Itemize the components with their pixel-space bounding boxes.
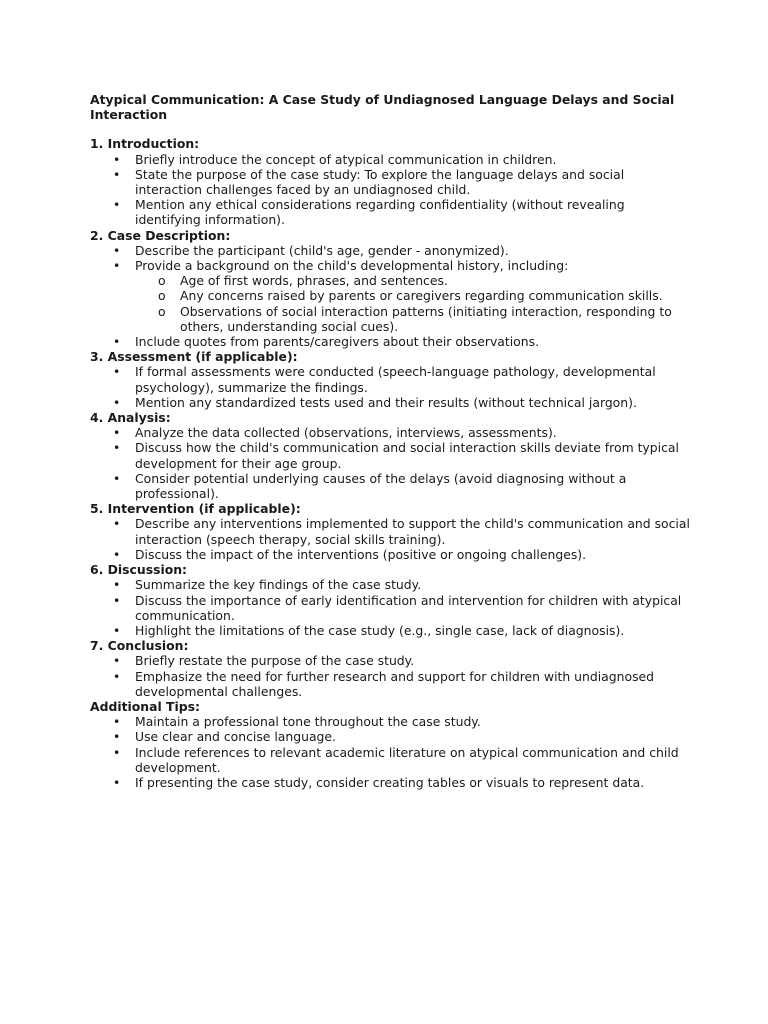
- bullet-icon: •: [113, 242, 121, 258]
- sub-bullet-icon: o: [158, 288, 166, 304]
- sub-list-item: [135, 273, 690, 288]
- list-item: [90, 745, 690, 775]
- section-heading: 4. Analysis:: [90, 410, 171, 426]
- list-item-text: Provide a background on the child's developmental history, including:: [135, 258, 569, 274]
- bullet-icon: •: [113, 258, 121, 274]
- document-body: [90, 92, 690, 790]
- list-item-text: Include references to relevant academic literature on atypical communication and child development.: [135, 744, 679, 775]
- list-item: [90, 197, 690, 227]
- bullet-icon: •: [113, 653, 121, 669]
- section-heading: 6. Discussion:: [90, 562, 188, 578]
- bullet-icon: •: [113, 546, 121, 562]
- sub-list-item-text: Observations of social interaction patterns (initiating interaction, responding to others, understanding social cues).: [180, 303, 672, 334]
- list-item-text: Discuss how the child's communication and social interaction skills deviate from typical development for their age group.: [135, 440, 679, 471]
- list-item-text: Mention any ethical considerations regarding confidentiality (without revealing identifying information).: [135, 197, 625, 228]
- bullet-list: [90, 516, 690, 562]
- list-item-text: Mention any standardized tests used and their results (without technical jargon).: [135, 394, 637, 410]
- section-heading: 3. Assessment (if applicable):: [90, 349, 298, 365]
- list-item: [90, 167, 690, 197]
- bullet-icon: •: [113, 440, 121, 456]
- bullet-icon: •: [113, 774, 121, 790]
- list-item: [90, 364, 690, 394]
- bullet-icon: •: [113, 729, 121, 745]
- list-item: [90, 425, 690, 440]
- list-item: [90, 729, 690, 744]
- list-item: [90, 669, 690, 699]
- bullet-icon: •: [113, 197, 121, 213]
- list-item-text: Describe any interventions implemented to support the child's communication and social interaction (speech therapy, social skills training).: [135, 516, 690, 547]
- bullet-list: [90, 577, 690, 638]
- list-item-text: Analyze the data collected (observations, interviews, assessments).: [135, 425, 557, 441]
- list-item: [90, 593, 690, 623]
- list-item: [90, 577, 690, 592]
- list-item: [90, 516, 690, 546]
- list-item-text: Highlight the limitations of the case study (e.g., single case, lack of diagnosis).: [135, 622, 625, 638]
- list-item: [90, 243, 690, 258]
- list-item: [90, 471, 690, 501]
- list-item-text: Consider potential underlying causes of the delays (avoid diagnosing without a professional).: [135, 470, 627, 502]
- list-item-text: Summarize the key findings of the case study.: [135, 577, 422, 593]
- list-item-text: Use clear and concise language.: [135, 729, 336, 745]
- list-item-text: Discuss the impact of the interventions (positive or ongoing challenges).: [135, 546, 587, 562]
- bullet-icon: •: [113, 470, 121, 486]
- bullet-icon: •: [113, 622, 121, 638]
- bullet-list: [90, 243, 690, 349]
- bullet-list: [90, 425, 690, 501]
- list-item: [90, 334, 690, 349]
- list-item-text: Include quotes from parents/caregivers about their observations.: [135, 334, 540, 350]
- list-item-text: Discuss the importance of early identification and intervention for children with atypical communication.: [135, 592, 682, 623]
- section-heading: 2. Case Description:: [90, 227, 231, 243]
- bullet-icon: •: [113, 592, 121, 608]
- bullet-list: [90, 364, 690, 410]
- sub-list-item: [135, 288, 690, 303]
- list-item-text: Maintain a professional tone throughout the case study.: [135, 714, 481, 730]
- bullet-icon: •: [113, 166, 121, 182]
- section-heading: 7. Conclusion:: [90, 638, 189, 654]
- list-item: [90, 440, 690, 470]
- sub-list-item-text: Age of first words, phrases, and sentences.: [180, 273, 448, 289]
- document-title: Atypical Communication: A Case Study of Undiagnosed Language Delays and Social Interaction: [90, 92, 675, 123]
- bullet-icon: •: [113, 516, 121, 532]
- bullet-list: [90, 152, 690, 228]
- list-item: [90, 547, 690, 562]
- bullet-icon: •: [113, 668, 121, 684]
- section-list: [90, 136, 690, 790]
- list-item-text: Briefly restate the purpose of the case study.: [135, 653, 415, 669]
- bullet-icon: •: [113, 394, 121, 410]
- list-item: [90, 152, 690, 167]
- section-heading: 1. Introduction:: [90, 136, 200, 152]
- list-item-text: Describe the participant (child's age, gender - anonymized).: [135, 242, 509, 258]
- bullet-icon: •: [113, 425, 121, 441]
- list-item-text: State the purpose of the case study: To explore the language delays and social interaction challenges faced by an undiagnosed child.: [135, 166, 625, 198]
- list-item: [90, 258, 690, 273]
- list-item-text: If formal assessments were conducted (speech-language pathology, developmental psychology), summarize the findings.: [135, 364, 656, 395]
- sub-bullet-icon: o: [158, 303, 166, 319]
- bullet-icon: •: [113, 714, 121, 730]
- bullet-list: [90, 653, 690, 699]
- bullet-icon: •: [113, 334, 121, 350]
- list-item-text: Briefly introduce the concept of atypical communication in children.: [135, 151, 557, 167]
- bullet-icon: •: [113, 744, 121, 760]
- list-item-text: If presenting the case study, consider creating tables or visuals to represent data.: [135, 774, 645, 790]
- bullet-list: [90, 714, 690, 790]
- list-item-text: Emphasize the need for further research and support for children with undiagnosed developmental challenges.: [135, 668, 655, 699]
- list-item: [90, 653, 690, 668]
- list-item: [90, 775, 690, 790]
- sub-list-container: [90, 273, 690, 334]
- bullet-icon: •: [113, 151, 121, 167]
- list-item: [90, 714, 690, 729]
- sub-list-item-text: Any concerns raised by parents or caregivers regarding communication skills.: [180, 288, 663, 304]
- section-heading: 5. Intervention (if applicable):: [90, 501, 301, 517]
- sub-bullet-list: [135, 273, 690, 334]
- list-item: [90, 623, 690, 638]
- section-heading: Additional Tips:: [90, 698, 200, 714]
- sub-list-item: [135, 304, 690, 334]
- bullet-icon: •: [113, 364, 121, 380]
- bullet-icon: •: [113, 577, 121, 593]
- list-item: [90, 395, 690, 410]
- sub-bullet-icon: o: [158, 273, 166, 289]
